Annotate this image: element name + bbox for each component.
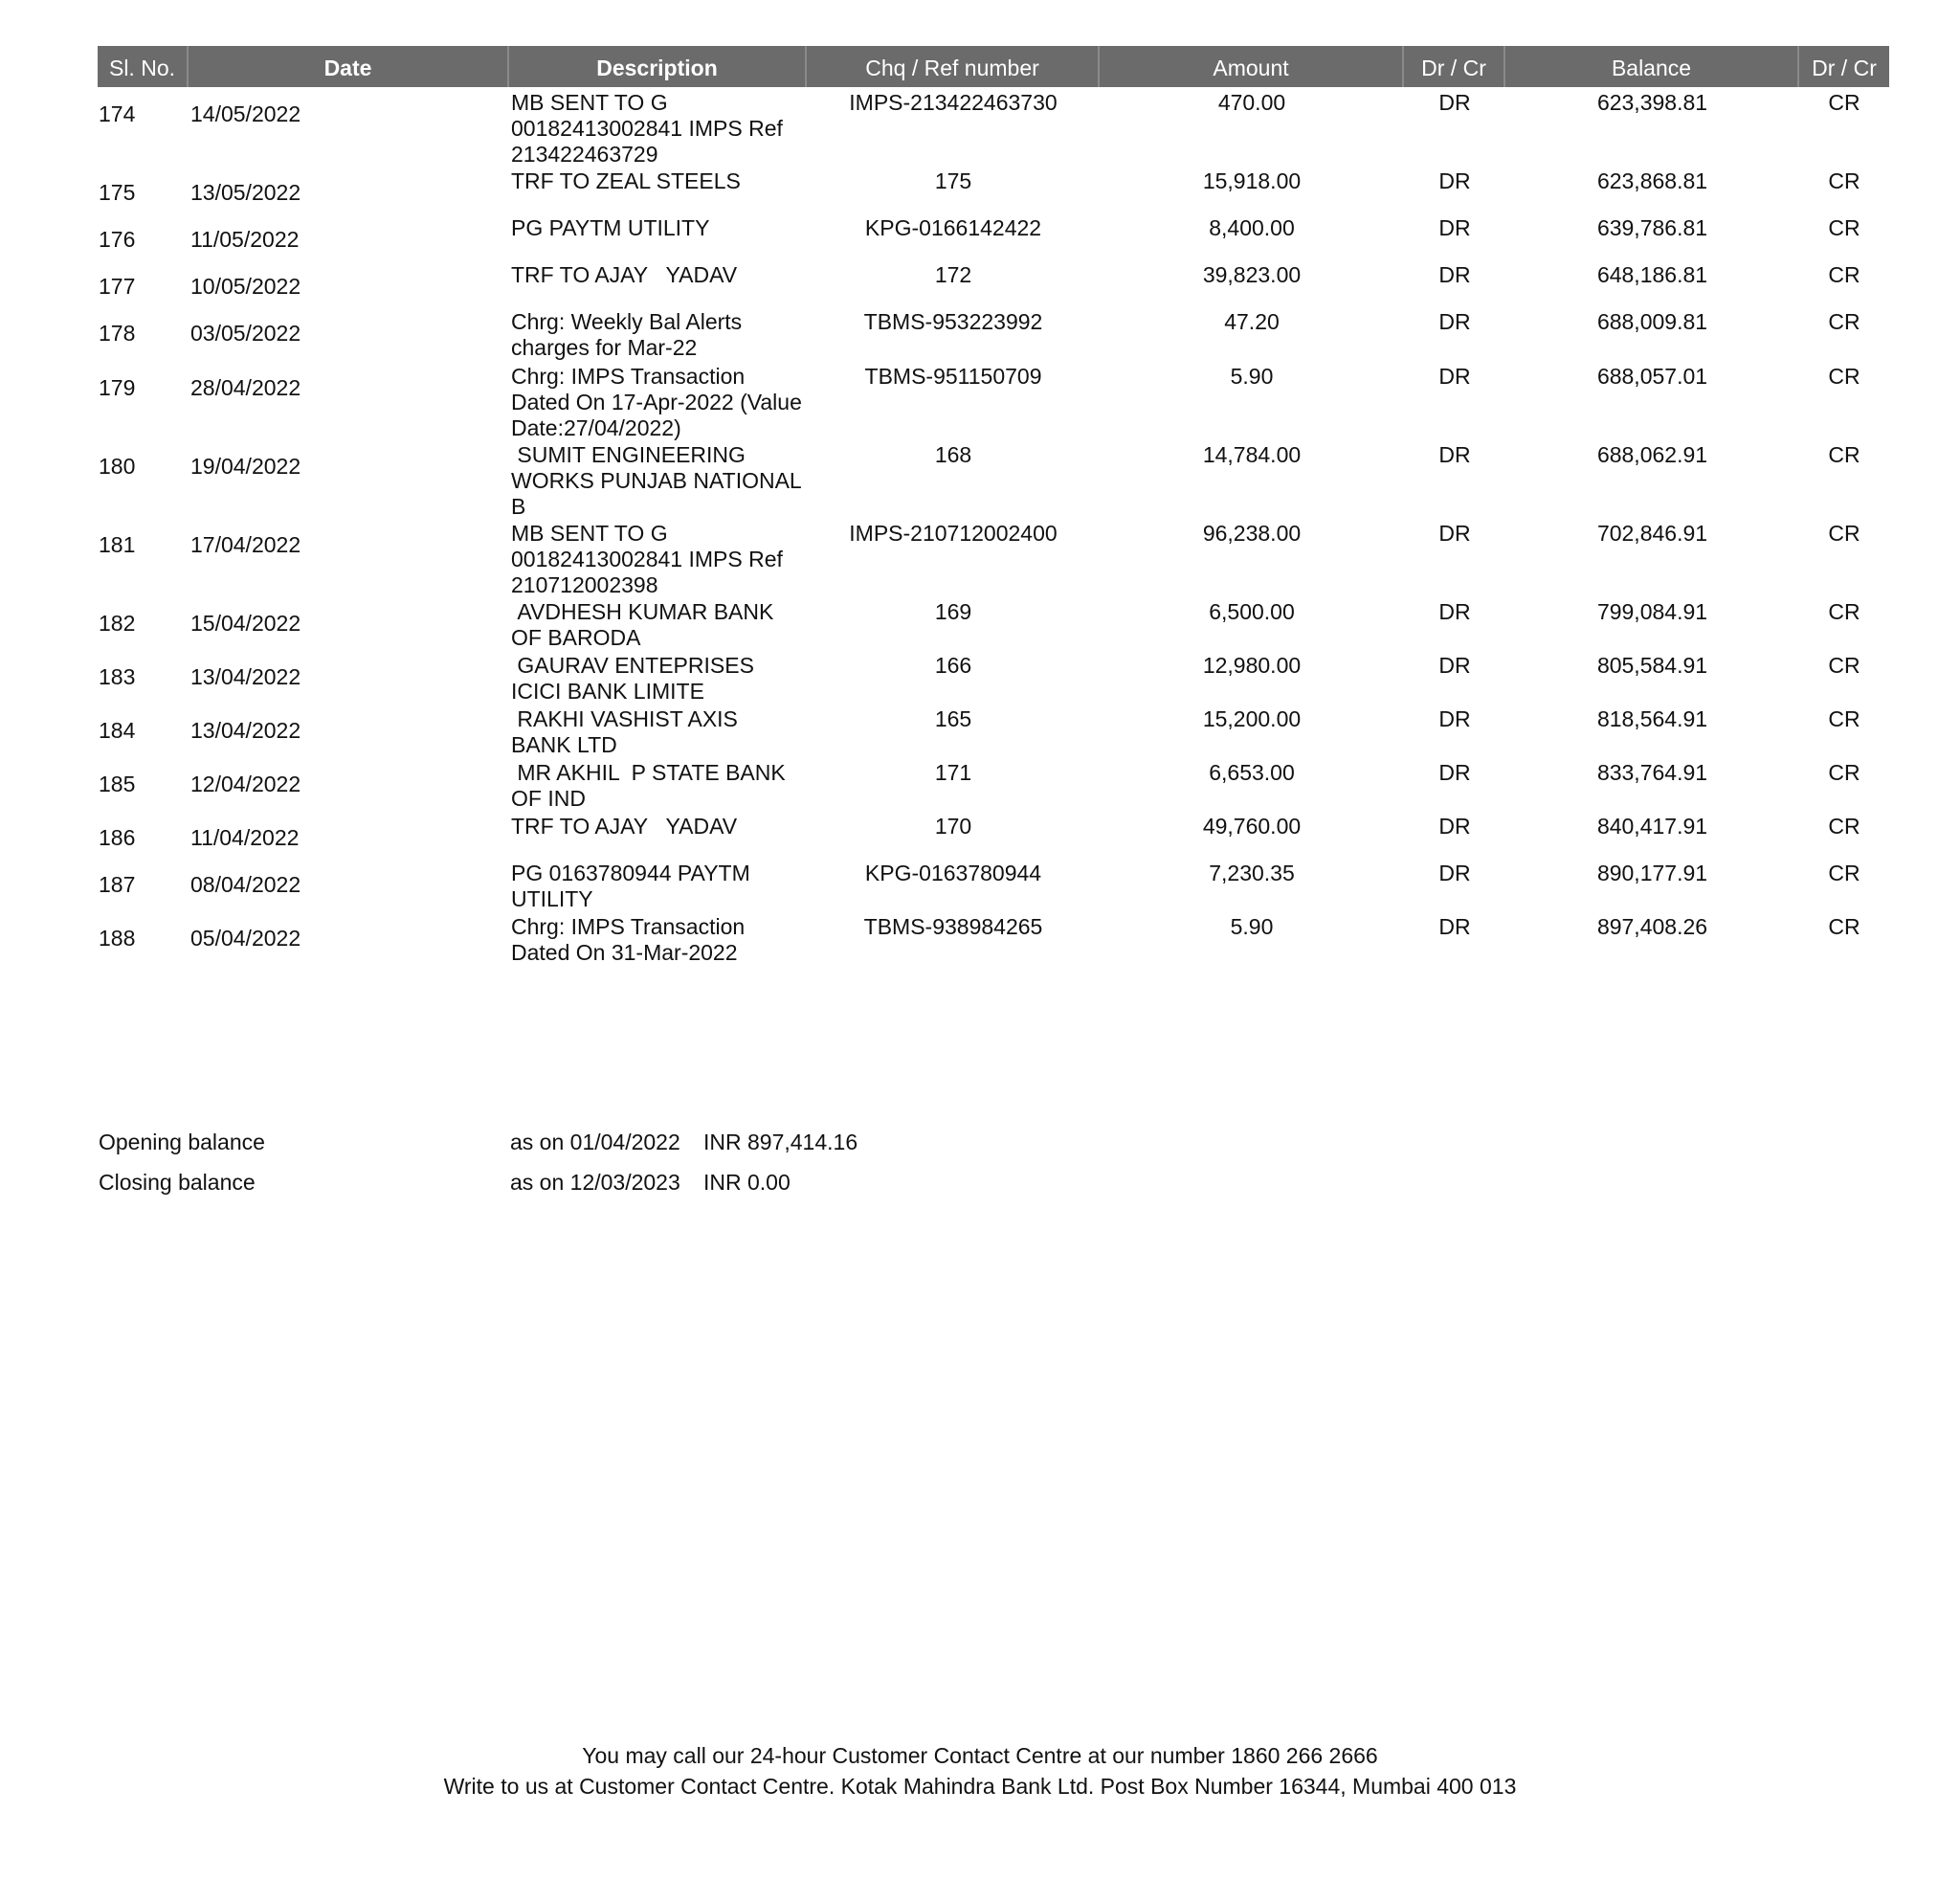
sl-no: 174 xyxy=(99,101,136,126)
amount: 6,500.00 xyxy=(1209,599,1295,624)
chq-ref: TBMS-951150709 xyxy=(864,364,1042,389)
description: GAURAV ENTEPRISES ICICI BANK LIMITE xyxy=(511,653,754,704)
chq-ref: 175 xyxy=(934,168,972,193)
dr-cr: DR xyxy=(1438,861,1471,885)
table-row xyxy=(98,650,1889,704)
chq-ref: KPG-0166142422 xyxy=(864,215,1042,240)
balance-dr-cr: CR xyxy=(1828,599,1860,624)
chq-ref: IMPS-213422463730 xyxy=(849,90,1058,115)
amount: 15,200.00 xyxy=(1202,706,1302,731)
sl-no: 183 xyxy=(99,664,136,689)
balance: 805,584.91 xyxy=(1596,653,1708,678)
balance-dr-cr: CR xyxy=(1828,215,1860,240)
description: Chrg: Weekly Bal Alerts charges for Mar-22 xyxy=(511,309,743,360)
description: RAKHI VASHIST AXIS BANK LTD xyxy=(511,706,738,757)
sl-no: 176 xyxy=(99,227,136,252)
balance: 833,764.91 xyxy=(1596,760,1708,785)
date: 05/04/2022 xyxy=(190,926,301,951)
amount: 7,230.35 xyxy=(1209,861,1295,885)
table-row xyxy=(98,213,1889,259)
balance: 648,186.81 xyxy=(1596,262,1708,287)
footer-call-line: You may call our 24-hour Customer Contact Centre at our number 1860 266 2666 xyxy=(582,1743,1378,1768)
balance-dr-cr: CR xyxy=(1828,861,1860,885)
header-date: Date xyxy=(189,46,509,87)
balance-dr-cr: CR xyxy=(1828,364,1860,389)
table-row xyxy=(98,518,1889,596)
sl-no: 185 xyxy=(99,772,136,796)
dr-cr: DR xyxy=(1438,215,1471,240)
description: MB SENT TO G 00182413002841 IMPS Ref 213422463729 xyxy=(511,90,783,167)
balance: 623,398.81 xyxy=(1596,90,1708,115)
date: 17/04/2022 xyxy=(190,532,301,557)
balance: 623,868.81 xyxy=(1596,168,1708,193)
balance: 639,786.81 xyxy=(1596,215,1708,240)
table-row xyxy=(98,858,1889,911)
dr-cr: DR xyxy=(1438,168,1471,193)
header-chq-ref: Chq / Ref number xyxy=(807,46,1100,87)
balance: 688,057.01 xyxy=(1596,364,1708,389)
table-row xyxy=(98,306,1889,361)
description: PG 0163780944 PAYTM UTILITY xyxy=(511,861,750,911)
amount: 5.90 xyxy=(1230,914,1274,939)
sl-no: 180 xyxy=(99,454,136,479)
balance: 818,564.91 xyxy=(1596,706,1708,731)
table-row xyxy=(98,811,1889,858)
description: MR AKHIL P STATE BANK OF IND xyxy=(511,760,786,811)
date: 28/04/2022 xyxy=(190,375,301,400)
date: 13/05/2022 xyxy=(190,180,301,205)
balance: 897,408.26 xyxy=(1596,914,1708,939)
table-row xyxy=(98,911,1889,965)
amount: 14,784.00 xyxy=(1202,442,1302,467)
header-amount: Amount xyxy=(1100,46,1404,87)
amount: 12,980.00 xyxy=(1202,653,1302,678)
table-row xyxy=(98,596,1889,650)
dr-cr: DR xyxy=(1438,914,1471,939)
date: 19/04/2022 xyxy=(190,454,301,479)
description: TRF TO ZEAL STEELS xyxy=(511,168,741,193)
table-row xyxy=(98,259,1889,306)
chq-ref: 171 xyxy=(934,760,972,785)
balance-dr-cr: CR xyxy=(1828,914,1860,939)
balance-dr-cr: CR xyxy=(1828,653,1860,678)
table-row xyxy=(98,704,1889,757)
balance: 890,177.91 xyxy=(1596,861,1708,885)
chq-ref: TBMS-938984265 xyxy=(863,914,1043,939)
description: Chrg: IMPS Transaction Dated On 17-Apr-2022 (Value Date:27/04/2022) xyxy=(511,364,802,440)
balance-dr-cr: CR xyxy=(1828,90,1860,115)
amount: 39,823.00 xyxy=(1202,262,1302,287)
dr-cr: DR xyxy=(1438,90,1471,115)
dr-cr: DR xyxy=(1438,262,1471,287)
dr-cr: DR xyxy=(1438,599,1471,624)
chq-ref: 169 xyxy=(934,599,972,624)
dr-cr: DR xyxy=(1438,309,1471,334)
sl-no: 188 xyxy=(99,926,136,951)
amount: 47.20 xyxy=(1224,309,1280,334)
balance: 688,062.91 xyxy=(1596,442,1708,467)
date: 12/04/2022 xyxy=(190,772,301,796)
transaction-rows xyxy=(98,87,1889,965)
balance-dr-cr: CR xyxy=(1828,760,1860,785)
opening-balance-date: as on 01/04/2022 xyxy=(510,1130,680,1154)
chq-ref: 170 xyxy=(934,814,972,839)
description: AVDHESH KUMAR BANK OF BARODA xyxy=(511,599,774,650)
chq-ref: KPG-0163780944 xyxy=(864,861,1042,885)
chq-ref: IMPS-210712002400 xyxy=(849,521,1058,546)
closing-balance-amount: INR 0.00 xyxy=(703,1170,791,1195)
sl-no: 178 xyxy=(99,321,136,346)
closing-balance-label: Closing balance xyxy=(99,1170,256,1195)
table-row xyxy=(98,757,1889,811)
date: 11/05/2022 xyxy=(190,227,300,252)
opening-balance-label: Opening balance xyxy=(99,1130,265,1154)
balance: 688,009.81 xyxy=(1596,309,1708,334)
date: 14/05/2022 xyxy=(190,101,301,126)
dr-cr: DR xyxy=(1438,760,1471,785)
balance-dr-cr: CR xyxy=(1828,262,1860,287)
dr-cr: DR xyxy=(1438,442,1471,467)
header-sl-no: Sl. No. xyxy=(98,46,189,87)
table-row xyxy=(98,166,1889,213)
opening-balance-amount: INR 897,414.16 xyxy=(703,1130,858,1154)
table-row xyxy=(98,361,1889,439)
sl-no: 186 xyxy=(99,825,136,850)
description: Chrg: IMPS Transaction Dated On 31-Mar-2022 xyxy=(511,914,746,965)
balance: 799,084.91 xyxy=(1596,599,1708,624)
dr-cr: DR xyxy=(1438,653,1471,678)
sl-no: 181 xyxy=(99,532,136,557)
description: SUMIT ENGINEERING WORKS PUNJAB NATIONAL B xyxy=(511,442,802,519)
balance-dr-cr: CR xyxy=(1828,309,1860,334)
balance-dr-cr: CR xyxy=(1828,814,1860,839)
chq-ref: TBMS-953223992 xyxy=(863,309,1043,334)
date: 10/05/2022 xyxy=(190,274,301,299)
sl-no: 175 xyxy=(99,180,136,205)
balance: 840,417.91 xyxy=(1596,814,1708,839)
description: TRF TO AJAY YADAV xyxy=(511,814,738,839)
balance-dr-cr: CR xyxy=(1828,442,1860,467)
sl-no: 182 xyxy=(99,611,136,636)
date: 03/05/2022 xyxy=(190,321,301,346)
balance-dr-cr: CR xyxy=(1828,168,1860,193)
chq-ref: 165 xyxy=(934,706,972,731)
date: 08/04/2022 xyxy=(190,872,301,897)
dr-cr: DR xyxy=(1438,364,1471,389)
amount: 5.90 xyxy=(1230,364,1274,389)
balance-dr-cr: CR xyxy=(1828,521,1860,546)
contact-footer xyxy=(0,1740,1960,1802)
header-balance: Balance xyxy=(1505,46,1799,87)
sl-no: 184 xyxy=(99,718,136,743)
chq-ref: 172 xyxy=(934,262,972,287)
header-dr-cr: Dr / Cr xyxy=(1404,46,1505,87)
description: PG PAYTM UTILITY xyxy=(511,215,710,240)
date: 13/04/2022 xyxy=(190,664,301,689)
chq-ref: 168 xyxy=(934,442,972,467)
amount: 470.00 xyxy=(1217,90,1286,115)
amount: 6,653.00 xyxy=(1209,760,1295,785)
sl-no: 177 xyxy=(99,274,136,299)
amount: 96,238.00 xyxy=(1202,521,1302,546)
chq-ref: 166 xyxy=(934,653,972,678)
description: MB SENT TO G 00182413002841 IMPS Ref 210712002398 xyxy=(511,521,783,597)
table-row xyxy=(98,87,1889,166)
balance-dr-cr: CR xyxy=(1828,706,1860,731)
closing-balance-date: as on 12/03/2023 xyxy=(510,1170,680,1195)
date: 15/04/2022 xyxy=(190,611,301,636)
dr-cr: DR xyxy=(1438,706,1471,731)
header-description: Description xyxy=(509,46,807,87)
date: 13/04/2022 xyxy=(190,718,301,743)
amount: 49,760.00 xyxy=(1202,814,1302,839)
table-header xyxy=(98,46,1889,87)
description: TRF TO AJAY YADAV xyxy=(511,262,738,287)
amount: 8,400.00 xyxy=(1209,215,1295,240)
footer-address-line: Write to us at Customer Contact Centre. Kotak Mahindra Bank Ltd. Post Box Number 16344, Mumbai 400 013 xyxy=(443,1774,1517,1799)
balance: 702,846.91 xyxy=(1596,521,1708,546)
header-balance-dr-cr: Dr / Cr xyxy=(1812,56,1877,80)
table-row xyxy=(98,439,1889,518)
sl-no: 179 xyxy=(99,375,136,400)
date: 11/04/2022 xyxy=(190,825,300,850)
amount: 15,918.00 xyxy=(1202,168,1302,193)
dr-cr: DR xyxy=(1438,521,1471,546)
dr-cr: DR xyxy=(1438,814,1471,839)
sl-no: 187 xyxy=(99,872,136,897)
